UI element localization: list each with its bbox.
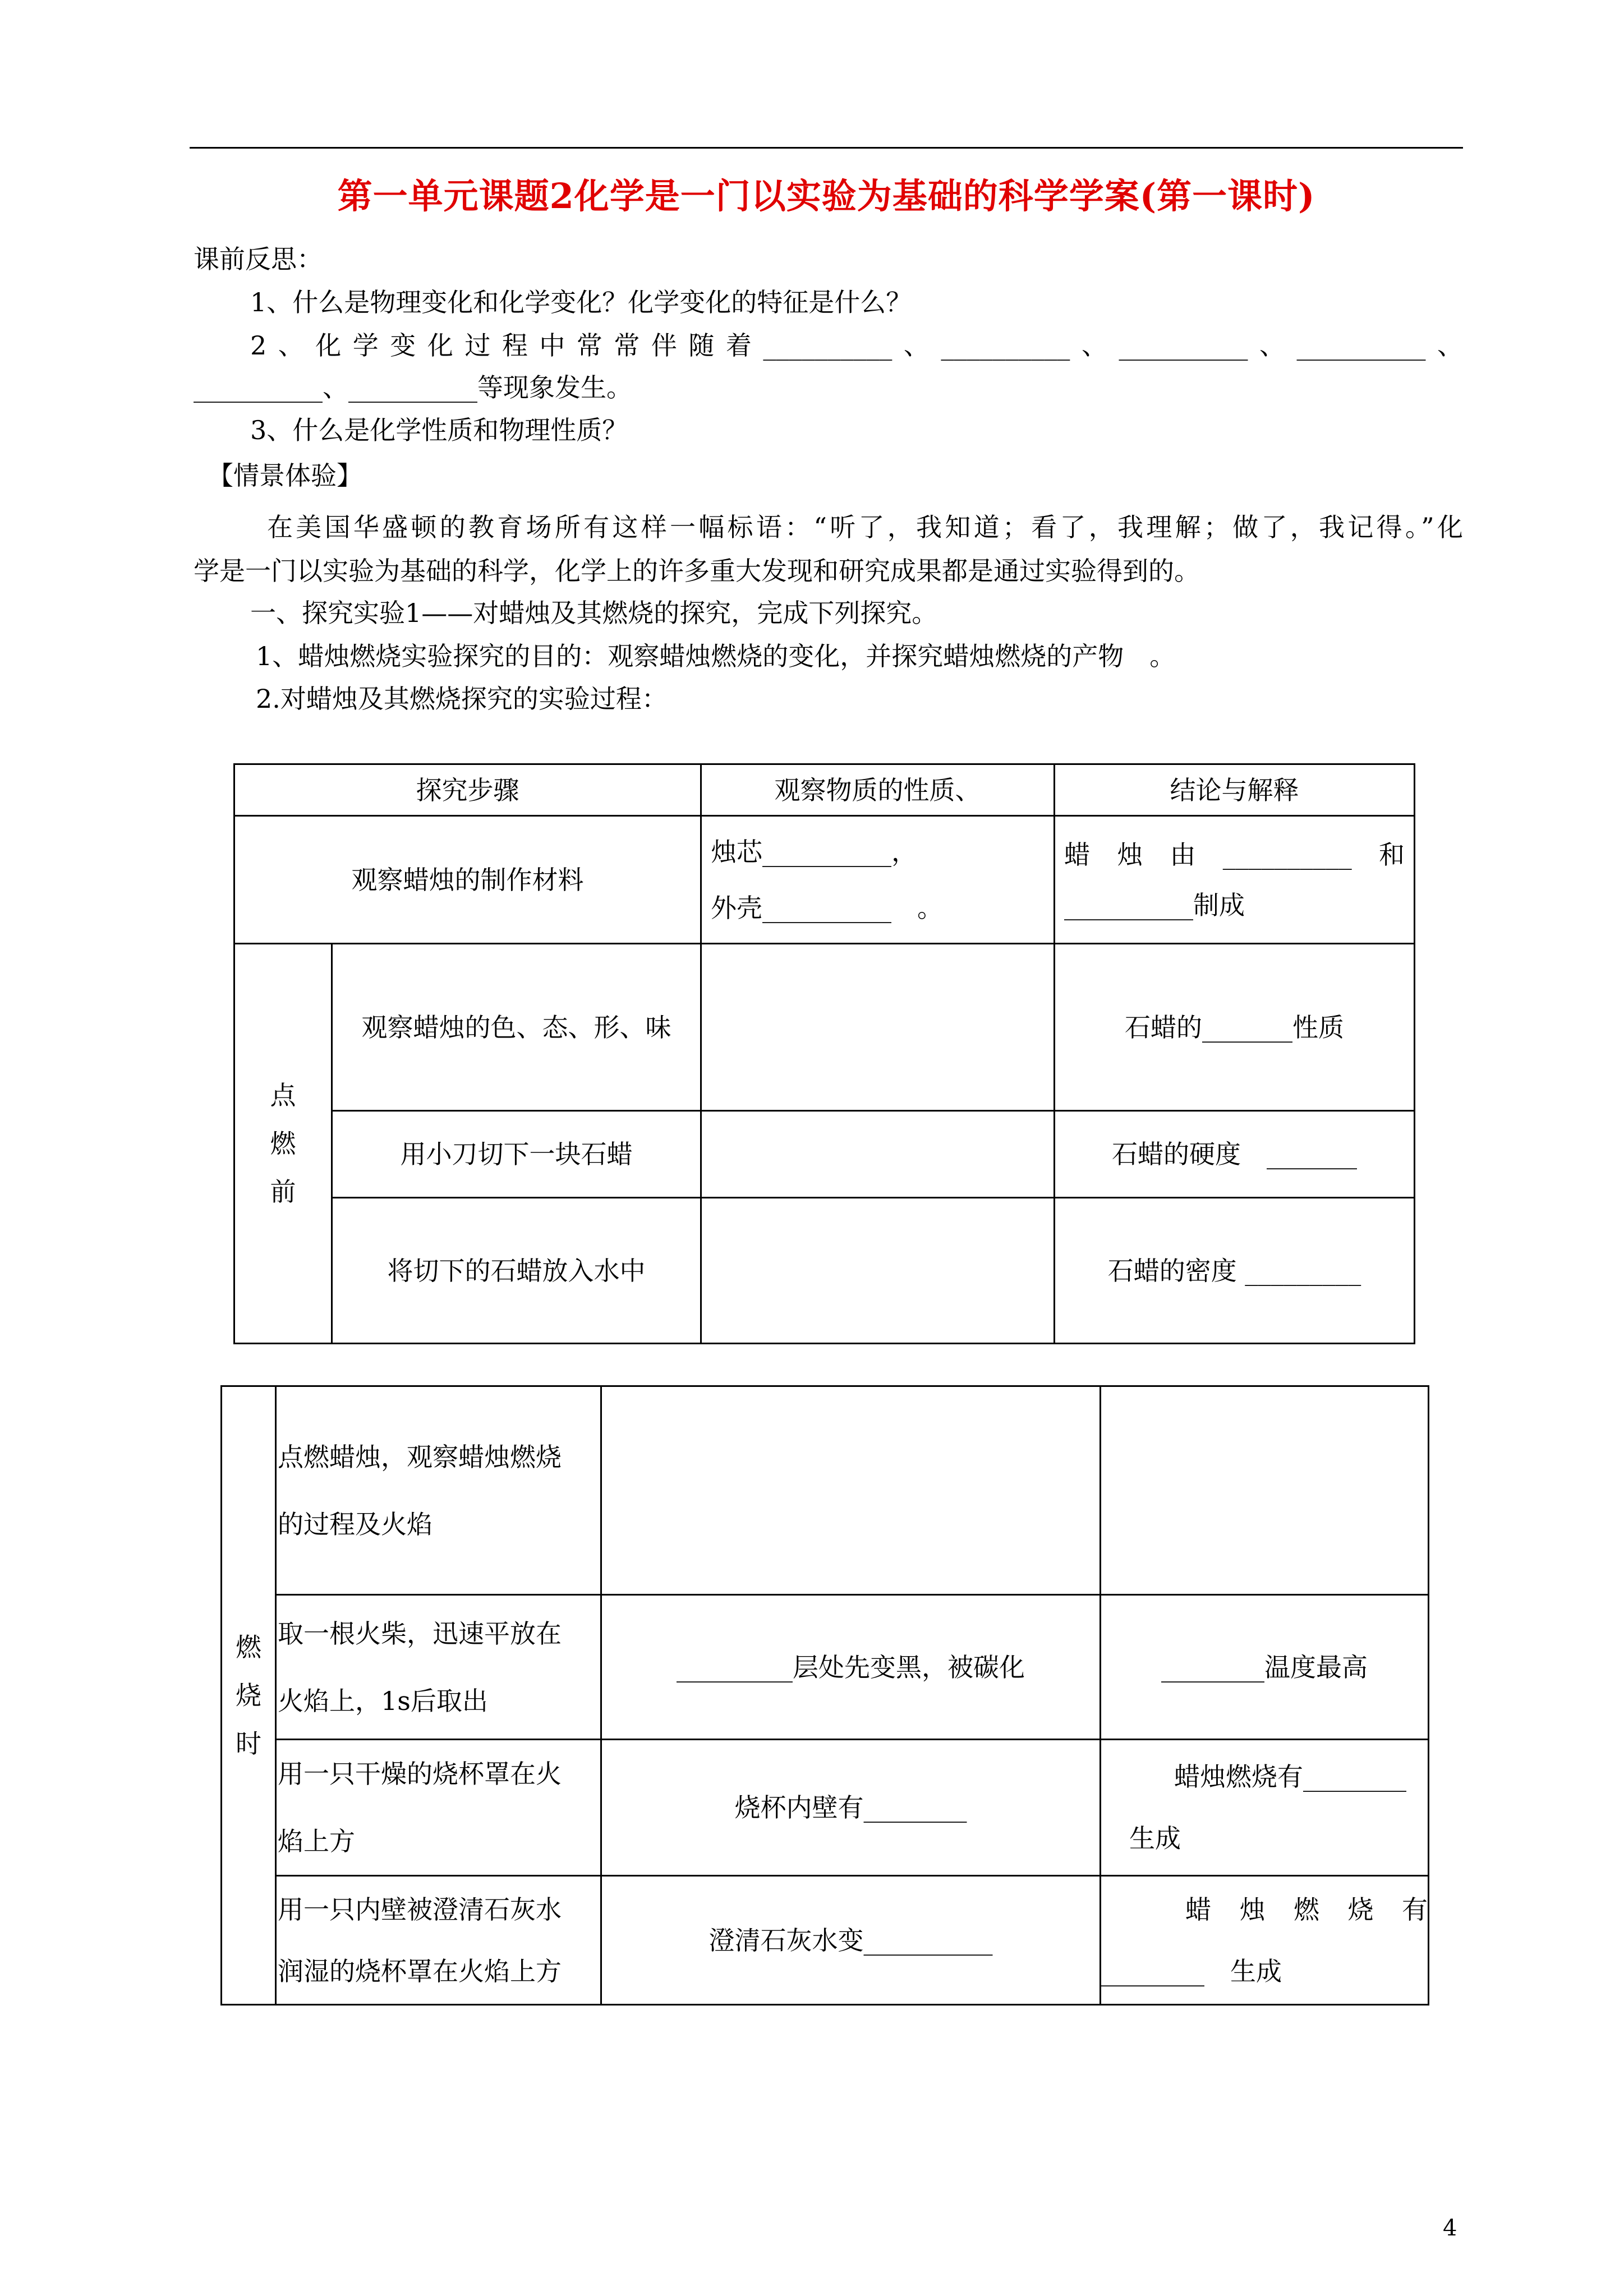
observation-cell <box>701 1111 1055 1198</box>
observation-line: 外壳__________ 。 <box>711 892 943 923</box>
table-before-lighting <box>233 763 1415 1344</box>
scenario-heading: 【情景体验】 <box>208 460 362 491</box>
table-row <box>234 816 1415 944</box>
step-line: 润湿的烧杯罩在火焰上方 <box>278 1956 562 1986</box>
table-row <box>234 944 1415 1111</box>
table-row <box>222 1876 1429 2005</box>
scenario-paragraph-line-2: 学是一门以实验为基础的科学，化学上的许多重大发现和研究成果都是通过实验得到的。 <box>194 556 1200 586</box>
group-label-before-lighting <box>234 944 332 1344</box>
observation-cell <box>601 1386 1101 1595</box>
table-row <box>234 1198 1415 1344</box>
experiment-process-label: 2.对蜡烛及其燃烧探究的实验过程： <box>256 684 668 714</box>
table-during-burning <box>220 1385 1429 2005</box>
observation-cell: _________层处先变黑，被碳化 <box>601 1595 1101 1740</box>
step-cell <box>276 1740 601 1876</box>
conclusion-cell <box>1055 816 1415 944</box>
conclusion-line: ________温度最高 <box>1161 1652 1368 1682</box>
step-cell: 用小刀切下一块石蜡 <box>332 1111 701 1198</box>
step-line: 火焰上，1s后取出 <box>278 1685 488 1716</box>
step-line: 的过程及火焰 <box>278 1509 433 1539</box>
conclusion-line: ________ 生成 <box>1101 1956 1282 1986</box>
header-rule <box>190 147 1463 149</box>
header-step: 探究步骤 <box>234 764 701 816</box>
step-cell: 观察蜡烛的色、态、形、味 <box>332 944 701 1111</box>
table-row <box>234 1111 1415 1198</box>
conclusion-line: 蜡 烛 由 __________ 和 <box>1064 839 1405 870</box>
page-title: 第一单元课题2化学是一门以实验为基础的科学学案(第一课时) <box>337 176 1315 216</box>
observation-line: 烛芯__________， <box>711 836 917 867</box>
table-row <box>222 1595 1429 1740</box>
observation-cell: 澄清石灰水变__________ <box>601 1876 1101 2005</box>
step-cell <box>276 1595 601 1740</box>
step-cell: 将切下的石蜡放入水中 <box>332 1198 701 1344</box>
conclusion-cell <box>1101 1876 1429 2005</box>
conclusion-line: 蜡烛燃烧有________ <box>1174 1762 1406 1792</box>
group-label-during-burning <box>222 1386 276 2005</box>
observation-cell <box>701 816 1055 944</box>
group-label-char: 燃 <box>236 1632 261 1662</box>
group-label-char: 前 <box>270 1177 296 1207</box>
conclusion-line: 蜡 烛 燃 烧 有 <box>1185 1894 1428 1925</box>
conclusion-cell <box>1101 1386 1429 1595</box>
step-cell <box>276 1386 601 1595</box>
table-header-row <box>234 764 1415 816</box>
table-row <box>222 1740 1429 1876</box>
conclusion-cell: 石蜡的_______性质 <box>1055 944 1415 1111</box>
conclusion-cell <box>1101 1595 1429 1740</box>
table-row <box>222 1386 1429 1595</box>
step-line: 点燃蜡烛，观察蜡烛燃烧 <box>278 1441 562 1472</box>
question-2-line-2: __________、__________等现象发生。 <box>194 372 632 403</box>
group-label-char: 点 <box>270 1080 296 1110</box>
observation-cell <box>701 1198 1055 1344</box>
header-observation: 观察物质的性质、 <box>701 764 1055 816</box>
conclusion-cell <box>1101 1740 1429 1876</box>
group-label-char: 燃 <box>270 1128 296 1159</box>
step-line: 取一根火柴，迅速平放在 <box>278 1618 562 1649</box>
group-label-char: 烧 <box>236 1680 261 1711</box>
group-label-char: 时 <box>236 1728 261 1759</box>
step-cell <box>276 1876 601 2005</box>
conclusion-line: __________制成 <box>1064 889 1245 920</box>
experiment-purpose: 1、蜡烛燃烧实验探究的目的：观察蜡烛燃烧的变化，并探究蜡烛燃烧的产物 。 <box>256 641 1176 671</box>
step-line: 用一只干燥的烧杯罩在火 <box>278 1759 562 1789</box>
step-line: 用一只内壁被澄清石灰水 <box>278 1894 562 1925</box>
scenario-paragraph-line-1: 在美国华盛顿的教育场所有这样一幅标语：“听了，我知道；看了，我理解；做了，我记得。”化 <box>267 512 1463 542</box>
step-cell: 观察蜡烛的制作材料 <box>234 816 701 944</box>
conclusion-line: 生成 <box>1129 1823 1181 1854</box>
page-number: 4 <box>1443 2215 1457 2241</box>
step-line: 焰上方 <box>278 1826 355 1856</box>
observation-cell: 烧杯内壁有________ <box>601 1740 1101 1876</box>
question-1: 1、什么是物理变化和化学变化？化学变化的特征是什么？ <box>250 287 912 317</box>
conclusion-cell: 石蜡的密度 _________ <box>1055 1198 1415 1344</box>
observation-cell <box>701 944 1055 1111</box>
question-2-line-1: 2、化学变化过程中常常伴随着__________、__________、__________、__________、 <box>250 330 1463 361</box>
experiment-1-heading: 一、探究实验1——对蜡烛及其燃烧的探究，完成下列探究。 <box>250 598 938 628</box>
pre-class-label: 课前反思： <box>194 244 323 274</box>
conclusion-cell: 石蜡的硬度 _______ <box>1055 1111 1415 1198</box>
question-3: 3、什么是化学性质和物理性质？ <box>250 415 628 445</box>
header-conclusion: 结论与解释 <box>1055 764 1415 816</box>
